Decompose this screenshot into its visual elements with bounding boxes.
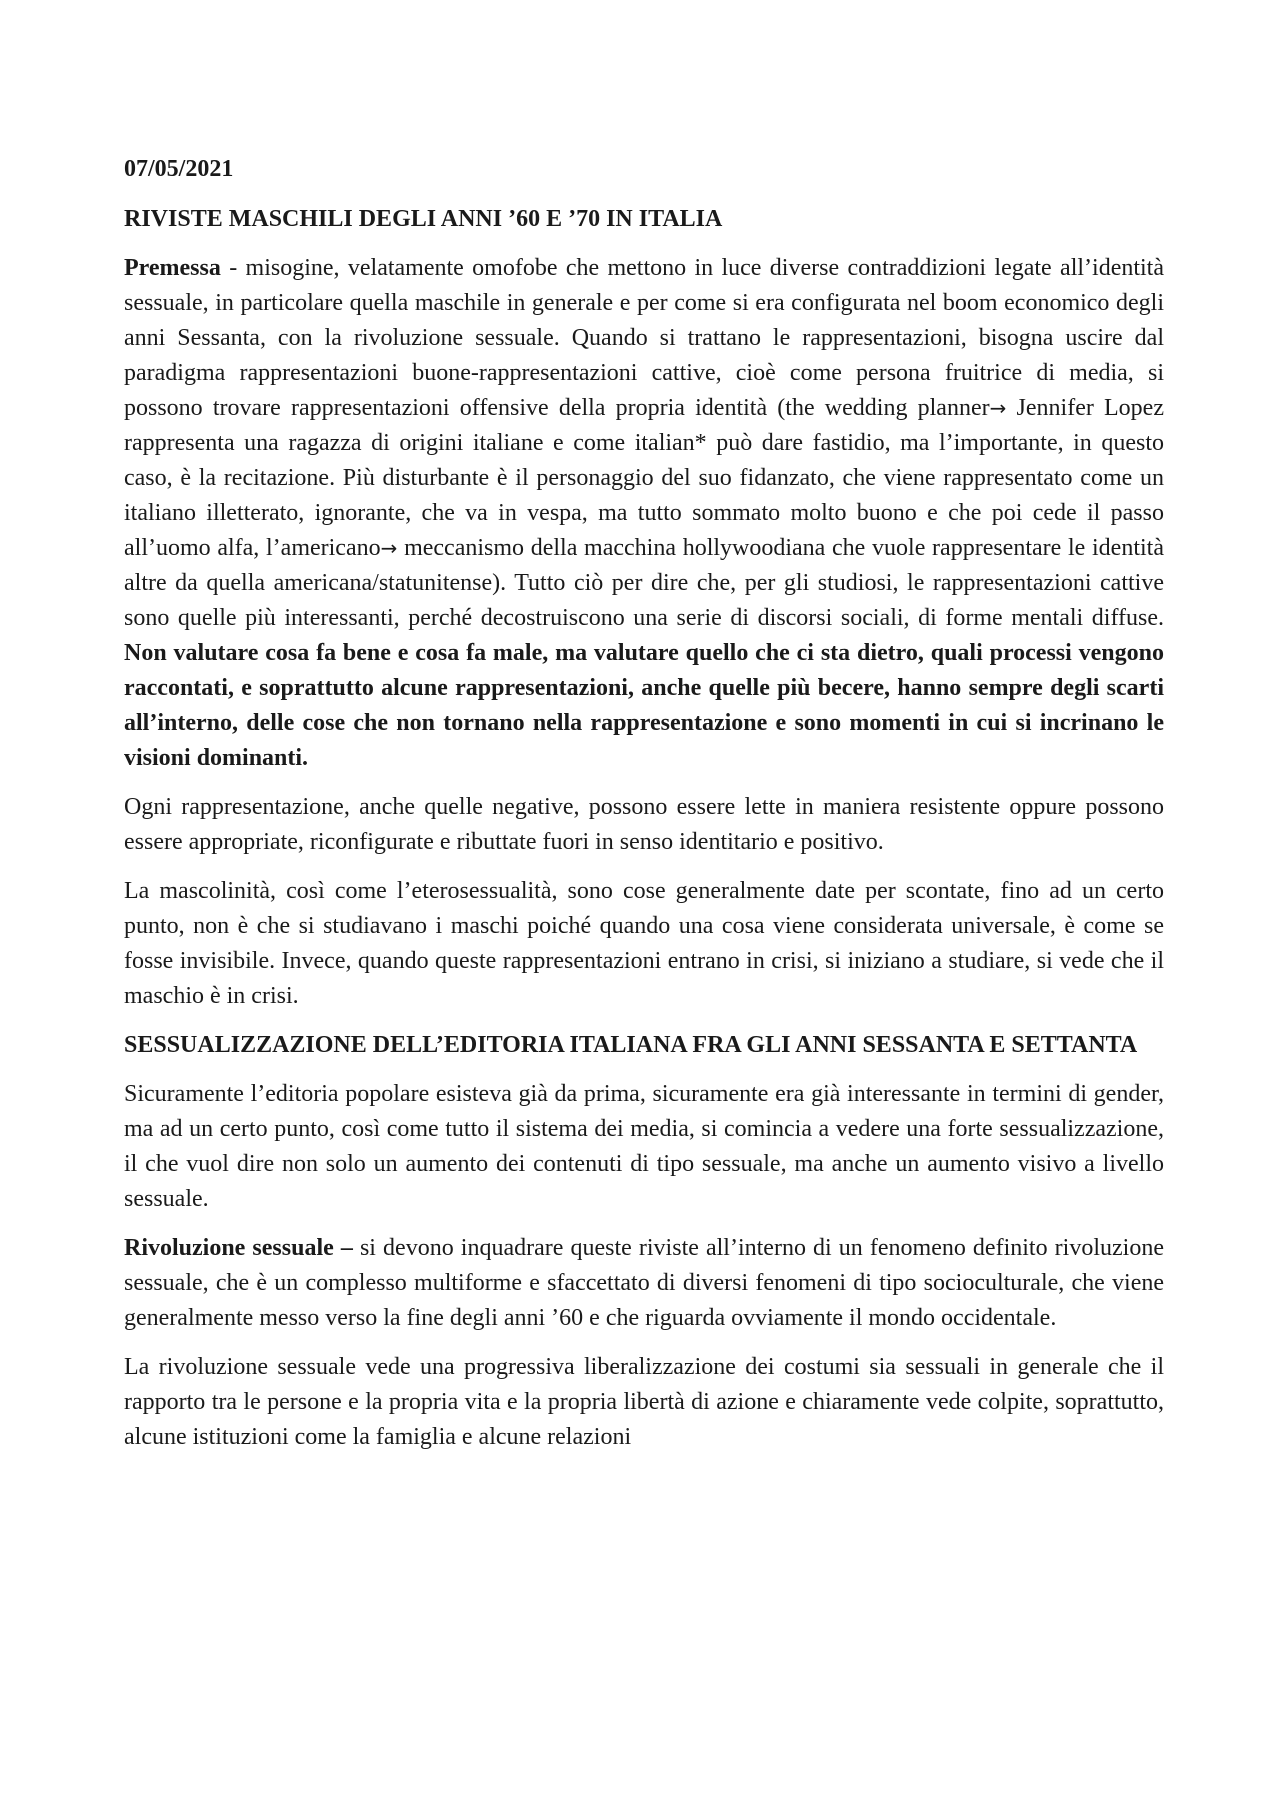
paragraph-rivoluzione-sessuale [124,1231,1164,1336]
paragraph-text: si devono inquadrare queste riviste all’interno di un fenomeno definito rivoluzione sessuale, che è un complesso multiforme e sfaccettato di diversi fenomeni di tipo socioculturale, che viene generalmente messo verso la fine degli anni ’60 e che riguarda ovviamente il mondo occidentale. [124,1235,1164,1331]
paragraph-lead: Rivoluzione sessuale – [124,1235,353,1261]
arrow-right-icon: → [989,396,1007,420]
paragraph-text: meccanismo della macchina hollywoodiana che vuole rappresentare le identità altre da quella americana/statunitense). Tutto ciò per dire che, per gli studiosi, le rappresentazioni cattive sono quelle più interessanti, perché decostruiscono una serie di discorsi sociali, di forme mentali diffuse. [124,535,1164,631]
paragraph-mascolinita: La mascolinità, così come l’eterosessualità, sono cose generalmente date per scontate, fino ad un certo punto, non è che si studiavano i maschi poiché quando una cosa viene considerata universale, è come se fosse invisibile. Invece, quando queste rappresentazioni entrano in crisi, si iniziano a studiare, si vede che il maschio è in crisi. [124,878,1164,1009]
paragraph-rappresentazione: Ogni rappresentazione, anche quelle negative, possono essere lette in maniera resistente oppure possono essere appropriate, riconfigurate e ributtate fuori in senso identitario e positivo. [124,794,1164,855]
section-heading: SESSUALIZZAZIONE DELL’EDITORIA ITALIANA FRA GLI ANNI SESSANTA E SETTANTA [124,1032,1138,1058]
document-date: 07/05/2021 [124,156,234,182]
paragraph-premessa [124,251,1164,776]
document-title: RIVISTE MASCHILI DEGLI ANNI ’60 E ’70 IN ITALIA [124,206,723,232]
paragraph-bold-text: Non valutare cosa fa bene e cosa fa male, ma valutare quello che ci sta dietro, quali processi vengono raccontati, e soprattutto alcune rappresentazioni, anche quelle più becere, hanno sempre degli scarti all’interno, delle cose che non tornano nella rappresentazione e sono momenti in cui si incrinano le visioni dominanti. [124,640,1164,771]
paragraph-text: - misogine, velatamente omofobe che mettono in luce diverse contraddizioni legate all’identità sessuale, in particolare quella maschile in generale e per come si era configurata nel boom economico degli anni Sessanta, con la rivoluzione sessuale. Quando si trattano le rappresentazioni, bisogna uscire dal paradigma rappresentazioni buone-rappresentazioni cattive, cioè come persona fruitrice di media, si possono trovare rappresentazioni offensive della propria identità (the wedding planner [124,255,1164,421]
paragraph-text: Jennifer Lopez rappresenta una ragazza di origini italiane e come italian* può dare fastidio, ma l’importante, in questo caso, è la recitazione. Più disturbante è il personaggio del suo fidanzato, che viene rappresentato come un italiano illetterato, ignorante, che va in vespa, ma tutto sommato molto buono e che poi cede il passo all’uomo alfa, l’americano [124,395,1164,561]
paragraph-liberalizzazione: La rivoluzione sessuale vede una progressiva liberalizzazione dei costumi sia sessuali in generale che il rapporto tra le persone e la propria vita e la propria libertà di azione e chiaramente vede colpite, soprattutto, alcune istituzioni come la famiglia e alcune relazioni [124,1354,1164,1450]
arrow-right-icon: → [380,536,398,560]
paragraph-editoria: Sicuramente l’editoria popolare esisteva già da prima, sicuramente era già interessante in termini di gender, ma ad un certo punto, così come tutto il sistema dei media, si comincia a vedere una forte sessualizzazione, il che vuol dire non solo un aumento dei contenuti di tipo sessuale, ma anche un aumento visivo a livello sessuale. [124,1081,1164,1212]
paragraph-lead: Premessa [124,255,221,281]
document-page [124,152,1164,1469]
